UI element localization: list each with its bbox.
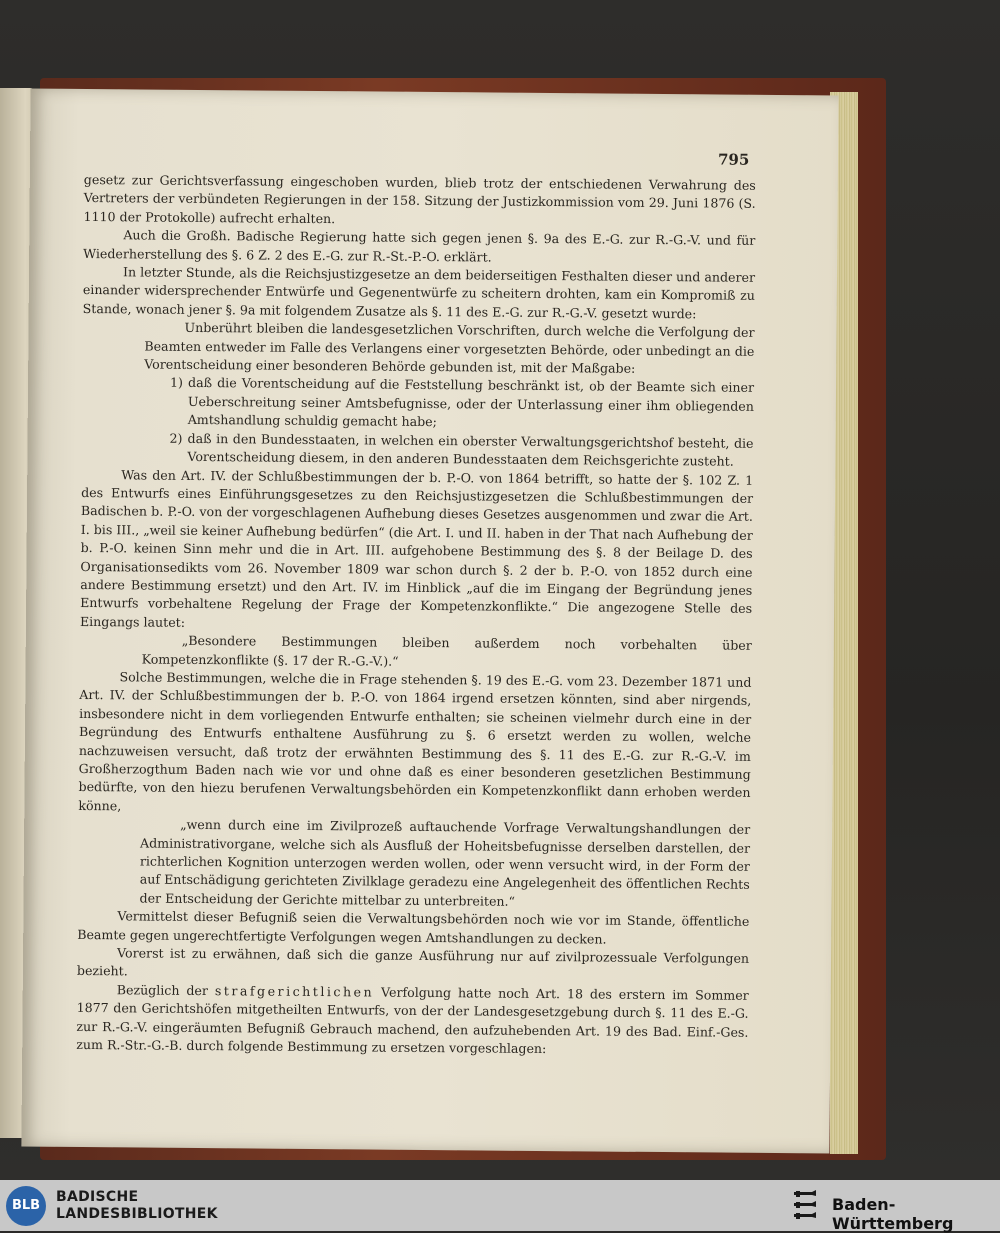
list-item	[169, 430, 754, 472]
list-text: daß in den Bundesstaaten, in welchen ein oberster Verwaltungsgerichtshof besteht, die Vorentscheidung diesem, in den anderen Bundesstaaten dem Reichsgerichte zusteht.	[187, 430, 754, 469]
paragraph: Was den Art. IV. der Schlußbestimmungen der b. P.-O. von 1864 betrifft, so hatte der §. 102 Z. 1 des Entwurfs eines Einführungsgesetzes zu den Reichsjustizgesetzen die Schlußbestimmungen der Badischen b. P.-O. von der vorgeschlagenen Aufhebung dieses Gesetzes ausgenommen und zwar die Art. I. bis III., „weil sie keiner Aufhebung bedürfen“ (die Art. I. und II. haben in der That nach Aufhebung der b. P.-O. keinen Sinn mehr und die in Art. III. aufgehobene Bestimmung des §. 8 der Beilage D. des Organisationsedikts vom 26. November 1809 war schon durch §. 2 der b. P.-O. von 1852 durch eine andere Bestimmung ersetzt) und den Art. IV. im Hinblick „auf die im Eingang der Begründung jenes Entwurfs vorbehaltene Regelung der Frage der Kompetenzkonflikte.“ Die angezogene Stelle des Eingangs lautet:	[79, 466, 754, 630]
paragraph	[76, 981, 749, 1060]
book-page	[21, 88, 838, 1153]
paragraph: Solche Bestimmungen, welche die in Frage stehenden §. 19 des E.-G. vom 23. Dezember 1871 und Art. IV. der Schlußbestimmungen der b. P.-O. von 1864 irgend ersetzen könnten, sind aber nirgends, insbesondere nicht in dem vorliegenden Entwurfe enthalten; sie scheinen vielmehr durch eine in der Begründung des Entwurfs enthaltene Ausführung zu §. 6 ersetzt werden zu wollen, welche nachzuweisen versucht, daß trotz der erwähnten Bestimmung des §. 11 des E.-G. zur R.-G.-V. im Großherzogthum Baden nach wie vor und ohne daß es einer besonderen gesetzlichen Bestimmung bedürfte, von den hiezu berufenen Verwaltungsbehörden ein Kompetenzkonflikt dann erhoben werden könne,	[78, 669, 752, 814]
list-text: daß die Vorentscheidung auf die Feststellung beschränkt ist, ob der Beamte sich einer Ueberschreitung seiner Amtsbefugnisse, oder der Unterlassung einer ihm obliegenden Amtshandlung schuldig gemacht habe;	[187, 375, 755, 430]
list-item	[170, 374, 755, 434]
list-number: 1)	[170, 375, 184, 391]
blb-logo[interactable]: BLB	[6, 1186, 46, 1226]
quoted-paragraph: „wenn durch eine im Zivilprozeß auftauchende Vorfrage Verwaltungshandlungen der Administrativorgane, welche sich als Ausfluß der Hoheitsbefugnisse derselben darstellen, der richterlichen Kognition unterzogen werden wollen, oder wenn versucht wird, in der Form der auf Entschädigung gerichteten Zivilklage geradezu eine Angelegenheit des öffentlichen Rechts der Entscheidung der Gerichte mittelbar zu unterbreiten.“	[139, 817, 751, 909]
page-number: 795	[717, 150, 750, 169]
paragraph: Auch die Großh. Badische Regierung hatte sich gegen jenen §. 9a des E.-G. zur R.-G.-V. und für Wiederherstellung des §. 6 Z. 2 des E.-G. zur R.-St.-P.-O. erklärt.	[83, 227, 756, 265]
paragraph: Vorerst ist zu erwähnen, daß sich die ganze Ausführung nur auf zivilprozessuale Verfolgungen bezieht.	[76, 945, 750, 979]
paragraph: gesetz zur Gerichtsverfassung eingeschoben wurden, blieb trotz der entschiedenen Verwahrung des Vertreters der verbündeten Regierungen in der 158. Sitzung der Justizkommission vom 29. Juni 1876 (S. 1110 der Protokolle) aufrecht erhalten.	[83, 171, 756, 226]
paragraph-lead: Bezüglich der	[116, 982, 209, 998]
paragraph: In letzter Stunde, als die Reichsjustizgesetze an dem beiderseitigen Festhalten dieser und anderer einander widersprechender Entwürfe und Gegenentwürfe zu scheitern drohten, kam ein Kompromiß zu Stande, wonach jener §. 9a mit folgendem Zusatze als §. 11 des E.-G. zur R.-G.-V. gesetzt wurde:	[82, 264, 756, 322]
footer-bar	[0, 1180, 1000, 1231]
paragraph-rest: Verfolgung hatte noch Art. 18 des erstern im Sommer 1877 den Gerichtshöfen mitgetheilten Entwurfs, von der der Landesgesetzgebung durch §. 11 des E.-G. zur R.-G.-V. eingeräumten Befugniß Gebrauch machend, den aufzuhebenden Art. 19 des Bad. Einf.-Ges. zum R.-Str.-G.-B. durch folgende Bestimmung zu ersetzen vorgeschlagen:	[76, 984, 749, 1057]
quoted-paragraph: Unberührt bleiben die landesgesetzlichen Vorschriften, durch welche die Verfolgung der Beamten entweder im Falle des Verlangens einer vorgesetzten Behörde, oder unbedingt an die Vorentscheidung einer besonderen Behörde gebunden ist, mit der Maßgabe:	[144, 320, 755, 376]
institution-line-1: BADISCHE	[56, 1189, 139, 1205]
list-number: 2)	[169, 430, 183, 446]
state-name: Baden-Württemberg	[832, 1195, 954, 1233]
page-text	[76, 171, 756, 1060]
quoted-paragraph: „Besondere Bestimmungen bleiben außerdem noch vorbehalten über Kompetenzkonflikte (§. 17 der R.-G.-V.).“	[141, 632, 752, 669]
spaced-emphasis: strafgerichtlichen	[214, 983, 375, 1000]
institution-name	[56, 1189, 218, 1223]
three-lions-icon	[790, 1188, 822, 1224]
paragraph: Vermittelst dieser Befugniß seien die Verwaltungsbehörden noch wie vor im Stande, öffentliche Beamte gegen ungerechtfertigte Verfolgungen wegen Amtshandlungen zu decken.	[77, 908, 750, 947]
institution-line-2: LANDESBIBLIOTHEK	[56, 1206, 218, 1222]
